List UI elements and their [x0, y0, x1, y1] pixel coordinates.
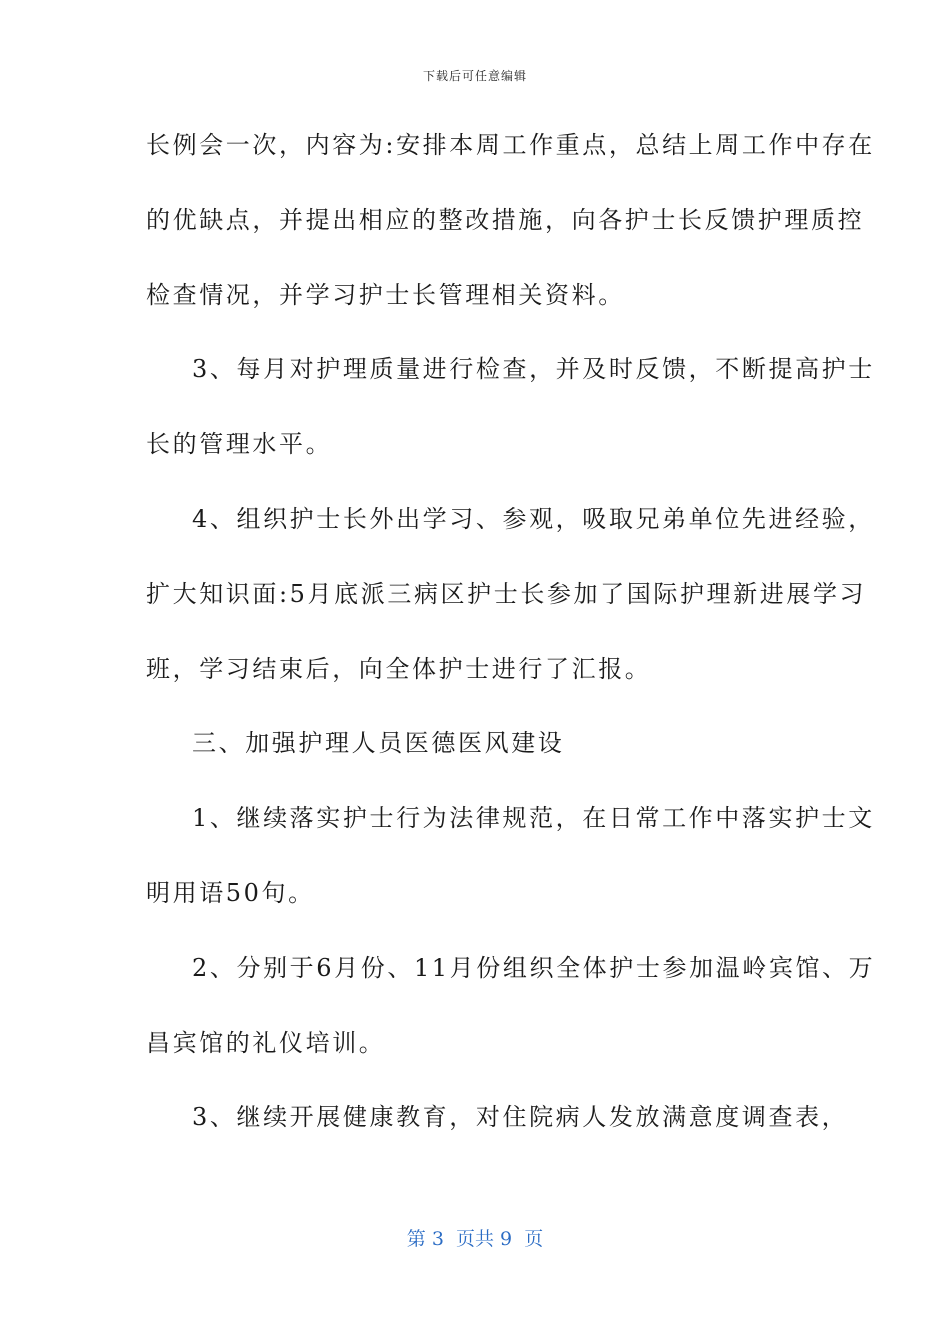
paragraph-line: 3、每月对护理质量进行检查，并及时反馈，不断提高护士	[192, 355, 875, 384]
document-body	[146, 121, 876, 1168]
paragraph-line: 班，学习结束后，向全体护士进行了汇报。	[146, 654, 652, 683]
paragraph-line: 扩大知识面:5月底派三病区护士长参加了国际护理新进展学习	[146, 579, 867, 608]
paragraph-line: 明用语50句。	[146, 878, 315, 907]
paragraph-line: 1、继续落实护士行为法律规范，在日常工作中落实护士文	[192, 804, 875, 833]
header-note: 下载后可任意编辑	[422, 69, 527, 83]
paragraph-line: 检查情况，并学习护士长管理相关资料。	[146, 280, 625, 309]
paragraph-line: 长的管理水平。	[146, 430, 333, 459]
section-heading: 三、加强护理人员医德医风建设	[192, 729, 565, 758]
paragraph-line: 4、组织护士长外出学习、参观，吸取兄弟单位先进经验，	[192, 504, 875, 533]
paragraph-line: 长例会一次，内容为:安排本周工作重点，总结上周工作中存在	[146, 131, 875, 159]
page-number: 第 3 页共 9 页	[406, 1228, 544, 1250]
paragraph-line: 的优缺点，并提出相应的整改措施，向各护士长反馈护理质控	[146, 205, 865, 234]
paragraph-line: 昌宾馆的礼仪培训。	[146, 1028, 386, 1057]
paragraph-line: 2、分别于6月份、11月份组织全体护士参加温岭宾馆、万	[192, 953, 876, 982]
paragraph-line: 3、继续开展健康教育，对住院病人发放满意度调查表，	[192, 1103, 849, 1132]
